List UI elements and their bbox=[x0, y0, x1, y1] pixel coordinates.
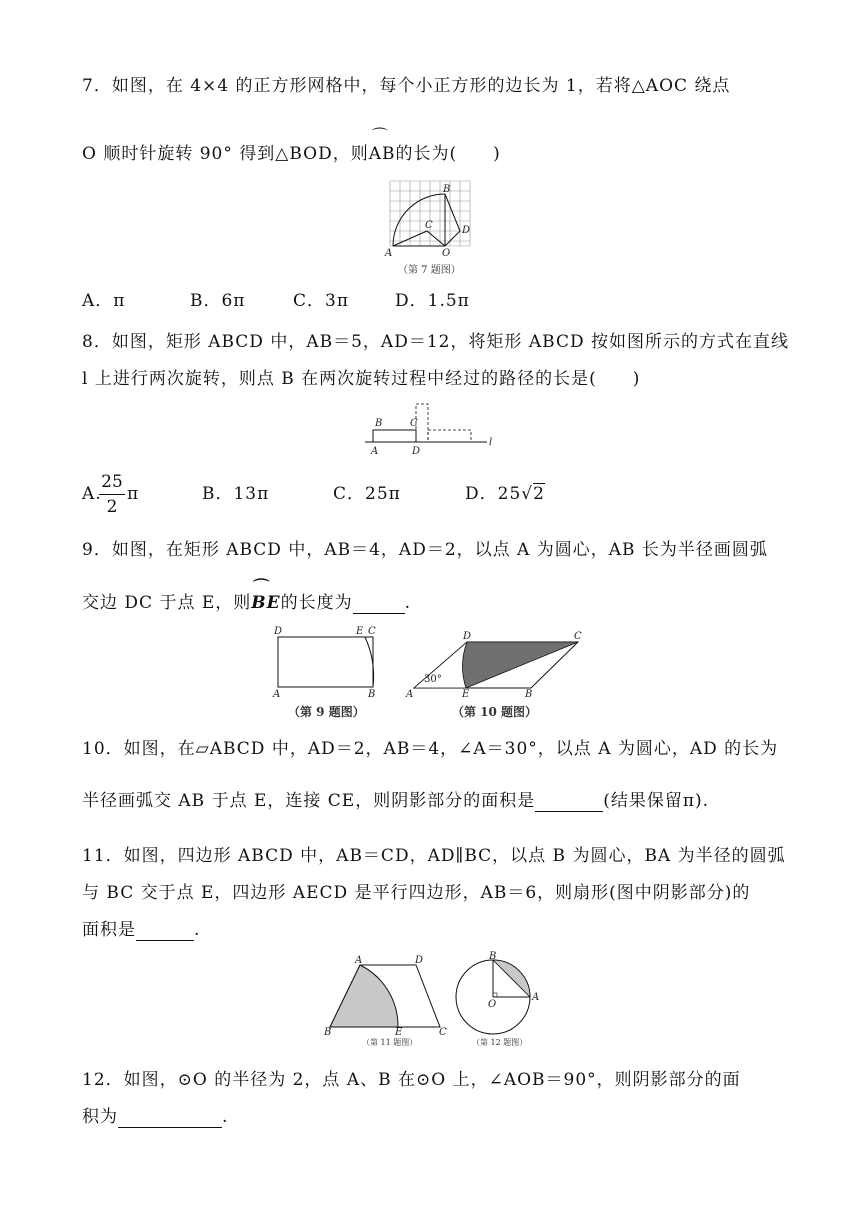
q9-label-d: D bbox=[274, 626, 283, 637]
q7-option-d: D．1.5π bbox=[395, 291, 470, 311]
q11-answer-blank[interactable] bbox=[136, 922, 194, 941]
q8-option-d-radicand: 2 bbox=[533, 484, 545, 504]
q8-label-c: C bbox=[410, 418, 418, 429]
q11-label-e: E bbox=[395, 1027, 403, 1038]
q7-triangle-bod bbox=[445, 194, 460, 246]
q9-caption: （第 9 题图） bbox=[288, 705, 365, 719]
q11-line2: 与 BC 交于点 E，四边形 AECD 是平行四边形，AB＝6，则扇形(图中阴影部分)的 bbox=[82, 883, 751, 903]
q8-figure bbox=[365, 400, 500, 458]
q9-figure bbox=[270, 625, 385, 700]
q12-shaded-segment bbox=[493, 960, 530, 997]
q8-label-b: B bbox=[375, 418, 383, 429]
q7-option-a: A．π bbox=[82, 291, 126, 311]
q11-line3: 面积是 . bbox=[82, 920, 201, 940]
q10-line1: 10．如图，在▱ABCD 中，AD＝2，AB＝4，∠A＝30°，以点 A 为圆心，AD 的长为 bbox=[82, 739, 779, 759]
q7-line2-pre: O 顺时针旋转 90° 得到△BOD，则 bbox=[82, 144, 369, 164]
sqrt-icon: √ bbox=[521, 484, 534, 504]
q12-line2: 积为 . bbox=[82, 1107, 229, 1127]
q12-line1: 12．如图，⊙O 的半径为 2，点 A、B 在⊙O 上，∠AOB＝90°，则阴影部分的面 bbox=[82, 1070, 741, 1090]
q8-line2: l 上进行两次旋转，则点 B 在两次旋转过程中经过的路径的长是( ) bbox=[82, 369, 641, 389]
q7-label-c: C bbox=[425, 220, 433, 231]
q7-option-c: C．3π bbox=[293, 291, 349, 311]
q7-label-o: O bbox=[442, 248, 451, 259]
q9-rect-abcd bbox=[278, 637, 373, 687]
q7-label-d: D bbox=[462, 225, 471, 236]
q9-label-a: A bbox=[273, 689, 281, 700]
q11-line1: 11．如图，四边形 ABCD 中，AB＝CD，AD∥BC，以点 B 为圆心，BA 为半径的圆弧 bbox=[82, 846, 786, 866]
q12-caption: （第 12 题图） bbox=[472, 1038, 528, 1047]
q7-line1: 7．如图，在 4×4 的正方形网格中，每个小正方形的边长为 1，若将△AOC 绕点 bbox=[82, 76, 731, 96]
q7-figure bbox=[385, 178, 480, 258]
q7-arc-ab bbox=[393, 194, 445, 246]
q11-label-d: D bbox=[415, 955, 424, 966]
q8-line1: 8．如图，矩形 ABCD 中，AB＝5，AD＝12，将矩形 ABCD 按如图所示的方式在直线 bbox=[82, 332, 789, 352]
q12-label-o: O bbox=[488, 999, 497, 1010]
q9-answer-blank[interactable] bbox=[353, 595, 405, 614]
q9-arc-notation: ⌒ BE bbox=[251, 577, 281, 613]
q8-rect-rotated-2 bbox=[428, 430, 471, 442]
q10-label-c: C bbox=[574, 631, 582, 642]
q8-option-b: B．13π bbox=[202, 484, 270, 504]
q8-option-d: D．25√2 bbox=[465, 484, 545, 504]
q11-label-c: C bbox=[439, 1027, 447, 1038]
q8-option-a-suffix: π bbox=[127, 484, 140, 504]
q12-answer-blank[interactable] bbox=[118, 1109, 222, 1128]
q7-label-a: A bbox=[385, 248, 393, 259]
q10-label-a: A bbox=[406, 689, 414, 700]
q7-grid bbox=[390, 181, 470, 246]
q7-caption: （第 7 题图） bbox=[398, 265, 461, 276]
q9-label-c: C bbox=[368, 626, 376, 637]
q8-label-a: A bbox=[371, 446, 379, 457]
q10-line2: 半径画弧交 AB 于点 E，连接 CE，则阴影部分的面积是 (结果保留π). bbox=[82, 791, 710, 811]
q7-triangle-aoc bbox=[393, 231, 445, 246]
q7-label-b: B bbox=[443, 184, 451, 195]
q12-right-angle-mark bbox=[493, 993, 497, 997]
q9-label-b: B bbox=[368, 689, 376, 700]
q11-sector-shaded bbox=[330, 965, 398, 1027]
q10-label-b: B bbox=[525, 689, 533, 700]
q10-angle-label: 30° bbox=[424, 674, 442, 685]
q9-line1: 9．如图，在矩形 ABCD 中，AB＝4，AD＝2，以点 A 为圆心，AB 长为半径画圆弧 bbox=[82, 540, 768, 560]
q9-arc-be bbox=[365, 637, 374, 687]
q7-line2 bbox=[82, 126, 501, 165]
q8-option-c: C．25π bbox=[333, 484, 401, 504]
q8-rect-rotated-1 bbox=[416, 404, 428, 442]
q10-figure bbox=[400, 630, 590, 700]
q12-label-a: A bbox=[532, 992, 540, 1003]
q11-label-a: A bbox=[355, 955, 363, 966]
q11-figure bbox=[322, 955, 447, 1038]
q9-label-e: E bbox=[356, 626, 364, 637]
q8-rect-abcd bbox=[373, 430, 416, 442]
q7-line2-post: 的长为( ) bbox=[395, 144, 501, 164]
q8-label-l: l bbox=[489, 437, 493, 448]
arc-mark-icon: ⌒ bbox=[253, 577, 271, 596]
q8-label-d: D bbox=[412, 446, 421, 457]
q11-label-b: B bbox=[324, 1027, 332, 1038]
q8-option-a-prefix: A. bbox=[82, 484, 102, 504]
q8-option-a-numerator: 25 bbox=[101, 472, 123, 492]
q9-line2: 交边 DC 于点 E，则 ⌒ BE的长度为 . bbox=[82, 577, 411, 613]
arc-mark-icon: ⌒ bbox=[371, 126, 389, 145]
q10-answer-blank[interactable] bbox=[535, 793, 603, 812]
q10-caption: （第 10 题图） bbox=[452, 705, 538, 719]
q8-option-a-denominator: 2 bbox=[99, 494, 125, 519]
q7-arc-notation: ⌒ AB bbox=[368, 126, 396, 164]
q10-label-d: D bbox=[463, 631, 472, 642]
q8-option-a-fraction bbox=[99, 470, 125, 519]
q12-figure bbox=[452, 951, 542, 1035]
q10-shaded-region bbox=[461, 642, 578, 688]
q12-label-b: B bbox=[489, 951, 497, 962]
q10-label-e: E bbox=[462, 689, 470, 700]
q7-option-b: B．6π bbox=[190, 291, 246, 311]
q11-caption: （第 11 题图） bbox=[362, 1038, 418, 1047]
